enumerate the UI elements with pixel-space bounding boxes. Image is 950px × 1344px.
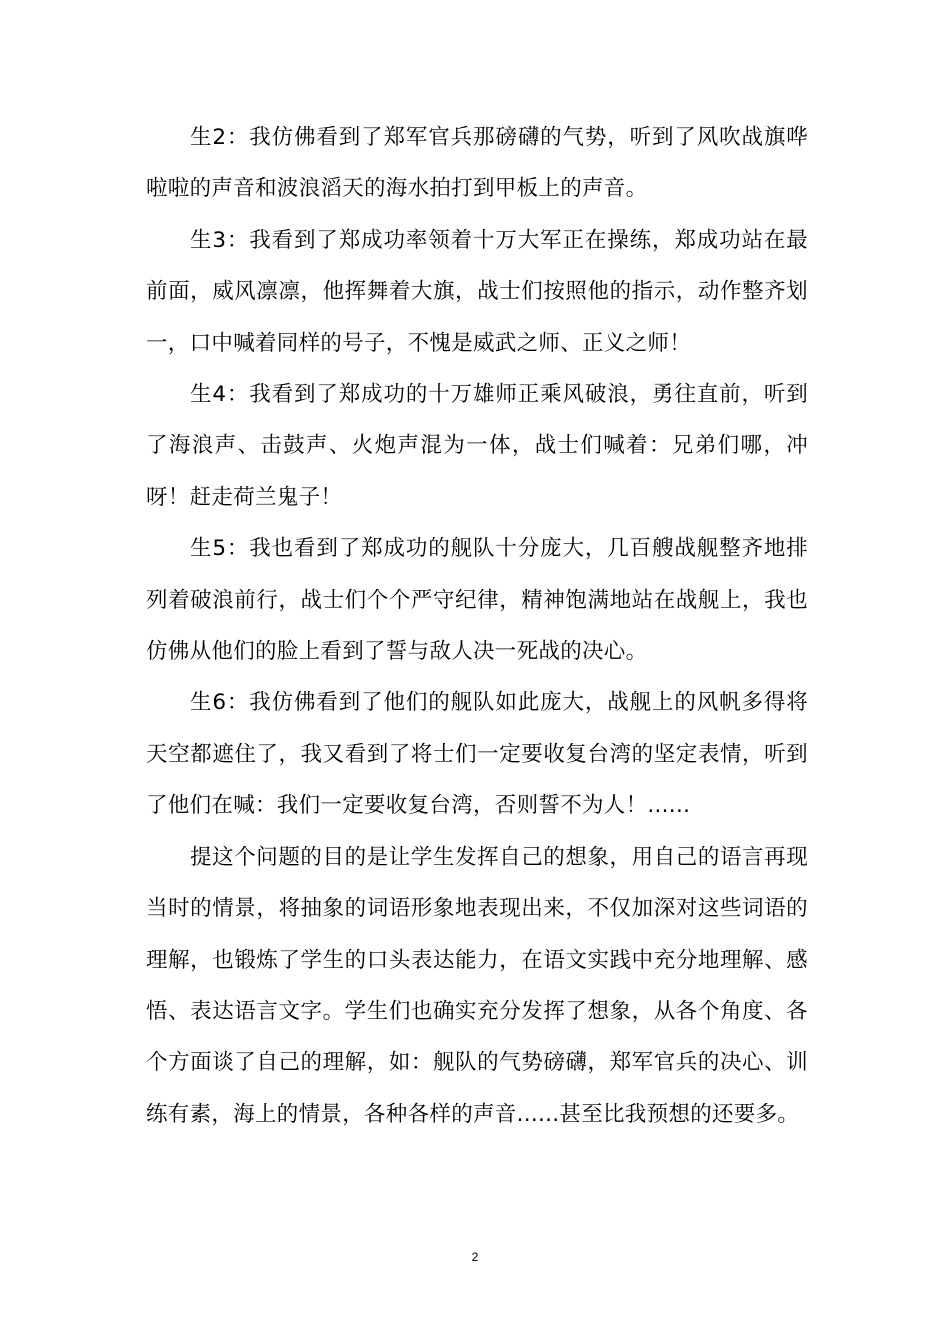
paragraph-student-5: 生5：我也看到了郑成功的舰队十分庞大，几百艘战舰整齐地排列着破浪前行，战士们个个严守纪律，精神饱满地站在战舰上，我也仿佛从他们的脸上看到了誓与敌人决一死战的决心。 <box>146 536 808 665</box>
page-number: 2 <box>471 1250 479 1264</box>
paragraph-teacher-reflection: 提这个问题的目的是让学生发挥自己的想象，用自己的语言再现当时的情景，将抽象的词语形象地表现出来，不仅加深对这些词语的理解，也锻炼了学生的口头表达能力，在语文实践中充分地理解、感悟、表达语言文字。学生们也确实充分发挥了想象，从各个角度、各个方面谈了自己的理解，如：舰队的气势磅礴，郑军官兵的决心、训练有素，海上的情景，各种各样的声音......甚至比我预想的还要多。 <box>146 844 808 1127</box>
paragraph-student-2: 生2：我仿佛看到了郑军官兵那磅礴的气势，听到了风吹战旗哗啦啦的声音和波浪滔天的海水拍打到甲板上的声音。 <box>146 125 808 202</box>
paragraph-student-4: 生4：我看到了郑成功的十万雄师正乘风破浪，勇往直前，听到了海浪声、击鼓声、火炮声混为一体，战士们喊着：兄弟们哪，冲呀！赶走荷兰鬼子！ <box>146 382 808 510</box>
document-body <box>146 112 808 1140</box>
paragraph-student-3: 生3：我看到了郑成功率领着十万大军正在操练，郑成功站在最前面，威风凛凛，他挥舞着大旗，战士们按照他的指示，动作整齐划一，口中喊着同样的号子，不愧是威武之师、正义之师！ <box>146 227 808 356</box>
paragraph-student-6: 生6：我仿佛看到了他们的舰队如此庞大，战舰上的风帆多得将天空都遮住了，我又看到了将士们一定要收复台湾的坚定表情，听到了他们在喊：我们一定要收复台湾，否则誓不为人！...... <box>146 690 808 819</box>
